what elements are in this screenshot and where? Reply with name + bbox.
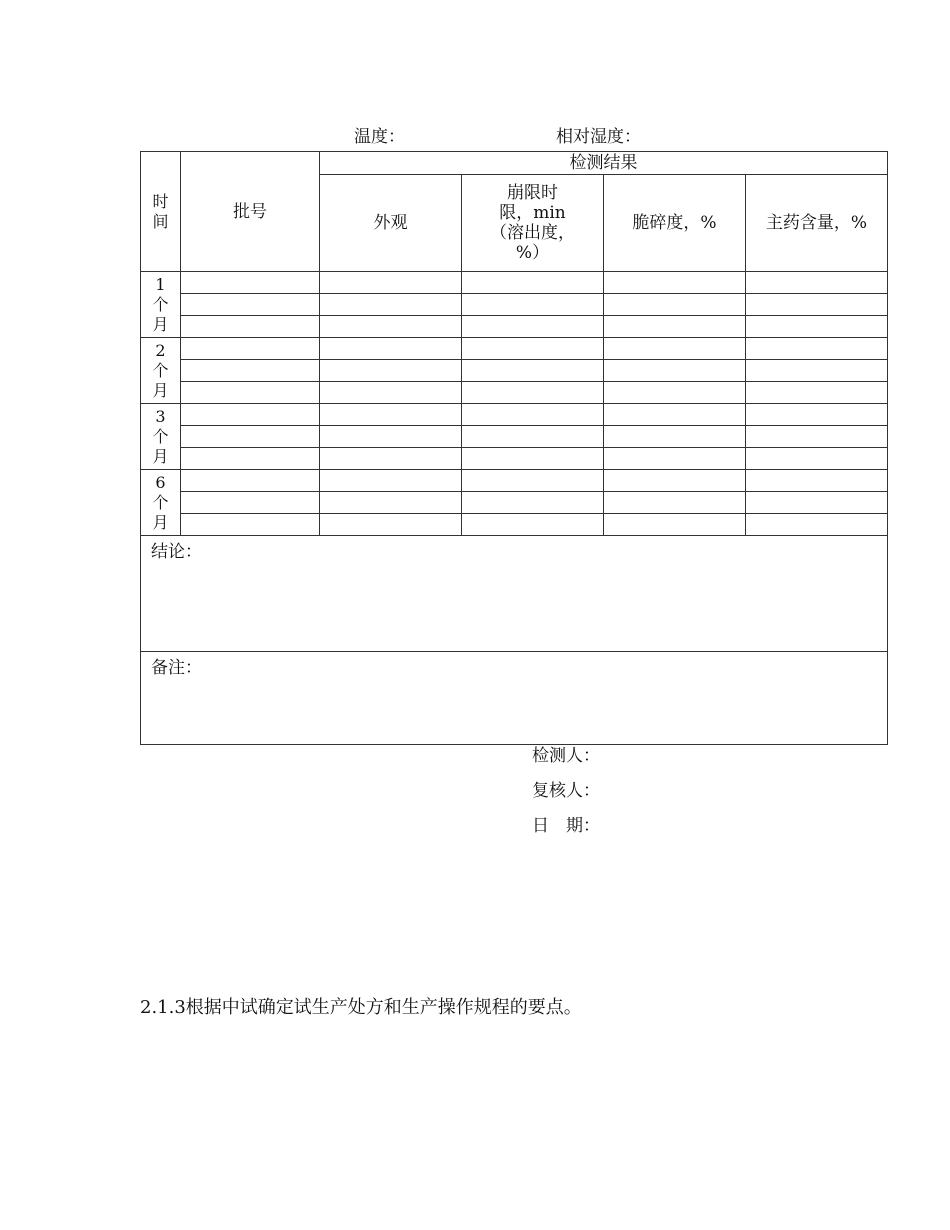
table-row (141, 470, 888, 492)
content-cell[interactable] (746, 404, 888, 426)
disintegration-header: 崩限时 限，min （溶出度， %） (462, 175, 604, 272)
friability-cell[interactable] (604, 514, 746, 536)
batch-cell[interactable] (181, 448, 320, 470)
disintegration-cell[interactable] (462, 514, 604, 536)
remarks-field[interactable] (141, 652, 888, 745)
table-row (141, 272, 888, 294)
period-cell: 3 个 月 (141, 404, 181, 470)
content-cell[interactable] (746, 382, 888, 404)
appearance-cell[interactable] (320, 404, 462, 426)
disintegration-cell[interactable] (462, 470, 604, 492)
reviewer-label: 复核人： (532, 781, 600, 801)
table-row (141, 382, 888, 404)
date-label: 日 期： (532, 816, 600, 836)
disintegration-cell[interactable] (462, 294, 604, 316)
stability-test-table (140, 151, 888, 745)
disintegration-cell[interactable] (462, 426, 604, 448)
appearance-cell[interactable] (320, 514, 462, 536)
disintegration-cell[interactable] (462, 404, 604, 426)
appearance-cell[interactable] (320, 272, 462, 294)
table-row (141, 448, 888, 470)
friability-cell[interactable] (604, 382, 746, 404)
content-header: 主药含量，% (746, 175, 888, 272)
conclusion-label: 结论： (151, 542, 202, 562)
disintegration-cell[interactable] (462, 316, 604, 338)
appearance-header: 外观 (320, 175, 462, 272)
appearance-cell[interactable] (320, 426, 462, 448)
disintegration-cell[interactable] (462, 272, 604, 294)
remarks-label: 备注： (151, 658, 202, 678)
content-cell[interactable] (746, 470, 888, 492)
content-cell[interactable] (746, 492, 888, 514)
batch-cell[interactable] (181, 272, 320, 294)
content-cell[interactable] (746, 294, 888, 316)
batch-cell[interactable] (181, 514, 320, 536)
batch-cell[interactable] (181, 338, 320, 360)
table-row (141, 514, 888, 536)
batch-cell[interactable] (181, 360, 320, 382)
appearance-cell[interactable] (320, 360, 462, 382)
batch-cell[interactable] (181, 470, 320, 492)
friability-cell[interactable] (604, 448, 746, 470)
batch-cell[interactable] (181, 294, 320, 316)
batch-cell[interactable] (181, 404, 320, 426)
table-row (141, 492, 888, 514)
batch-cell[interactable] (181, 382, 320, 404)
temperature-label: 温度： (354, 127, 405, 147)
period-cell: 6 个 月 (141, 470, 181, 536)
content-cell[interactable] (746, 316, 888, 338)
friability-cell[interactable] (604, 338, 746, 360)
content-cell[interactable] (746, 338, 888, 360)
batch-cell[interactable] (181, 492, 320, 514)
content-cell[interactable] (746, 448, 888, 470)
disintegration-cell[interactable] (462, 492, 604, 514)
section-heading: 2.1.3根据中试确定试生产处方和生产操作规程的要点。 (140, 997, 582, 1018)
batch-header: 批号 (181, 152, 320, 272)
table-row (141, 316, 888, 338)
friability-cell[interactable] (604, 316, 746, 338)
content-cell[interactable] (746, 426, 888, 448)
period-cell: 2 个 月 (141, 338, 181, 404)
friability-cell[interactable] (604, 272, 746, 294)
batch-cell[interactable] (181, 316, 320, 338)
appearance-cell[interactable] (320, 470, 462, 492)
friability-cell[interactable] (604, 492, 746, 514)
content-cell[interactable] (746, 272, 888, 294)
appearance-cell[interactable] (320, 448, 462, 470)
table-row (141, 360, 888, 382)
appearance-cell[interactable] (320, 338, 462, 360)
friability-header: 脆碎度，% (604, 175, 746, 272)
content-cell[interactable] (746, 360, 888, 382)
time-header: 时 间 (141, 152, 181, 272)
table-row (141, 294, 888, 316)
table-row (141, 404, 888, 426)
disintegration-cell[interactable] (462, 382, 604, 404)
period-cell: 1 个 月 (141, 272, 181, 338)
friability-cell[interactable] (604, 426, 746, 448)
content-cell[interactable] (746, 514, 888, 536)
results-header: 检测结果 (320, 152, 888, 175)
appearance-cell[interactable] (320, 492, 462, 514)
conclusion-field[interactable] (141, 536, 888, 652)
disintegration-cell[interactable] (462, 448, 604, 470)
disintegration-cell[interactable] (462, 338, 604, 360)
appearance-cell[interactable] (320, 316, 462, 338)
humidity-label: 相对湿度： (556, 127, 641, 147)
table-row (141, 426, 888, 448)
appearance-cell[interactable] (320, 382, 462, 404)
table-row (141, 338, 888, 360)
batch-cell[interactable] (181, 426, 320, 448)
friability-cell[interactable] (604, 360, 746, 382)
friability-cell[interactable] (604, 404, 746, 426)
friability-cell[interactable] (604, 470, 746, 492)
friability-cell[interactable] (604, 294, 746, 316)
appearance-cell[interactable] (320, 294, 462, 316)
disintegration-cell[interactable] (462, 360, 604, 382)
inspector-label: 检测人： (532, 746, 600, 766)
